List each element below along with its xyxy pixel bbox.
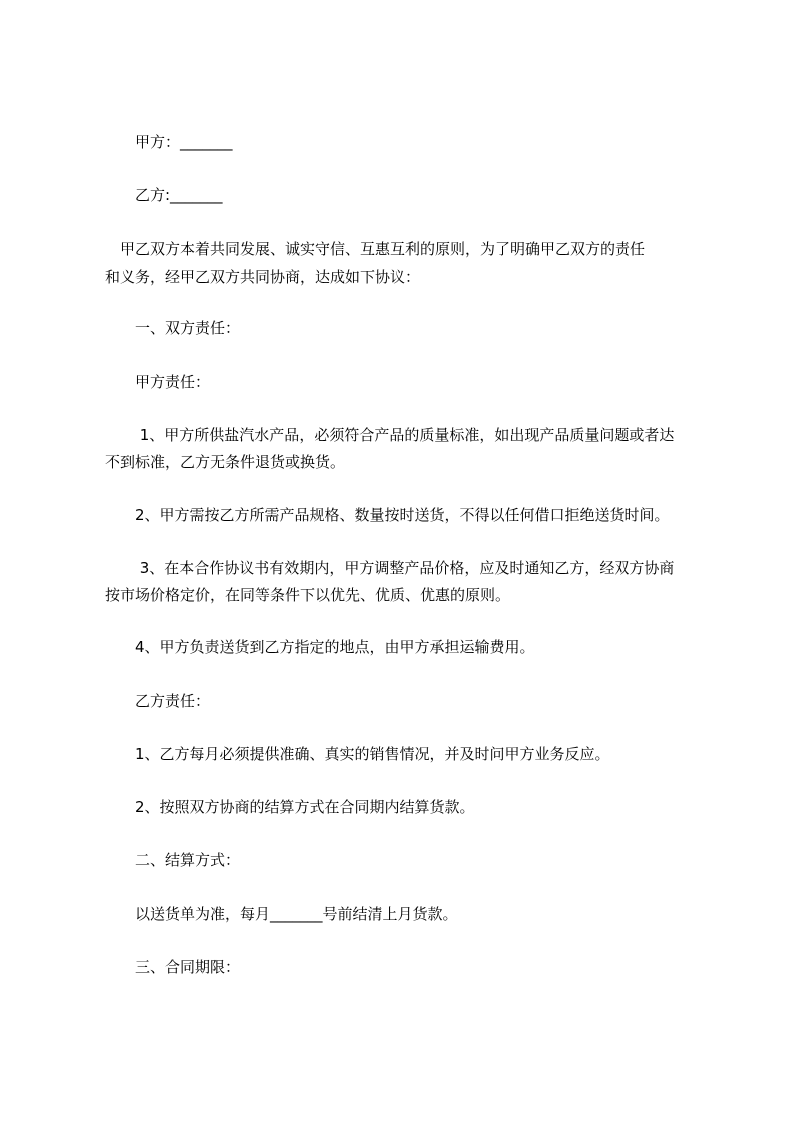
section-2-heading: 二、结算方式： <box>135 851 241 869</box>
party-a-duty-4: 4、甲方负责送货到乙方指定的地点，由甲方承担运输费用。 <box>135 638 535 656</box>
party-b-duties-heading: 乙方责任： <box>135 692 211 710</box>
section-1-heading: 一、双方责任： <box>135 319 241 337</box>
party-b-line: 乙方:_______ <box>135 186 223 204</box>
intro-line-1: 甲乙双方本着共同发展、诚实守信、互惠互利的原则，为了明确甲乙双方的责任 <box>105 240 646 258</box>
party-a-duty-3-line-2: 按市场价格定价，在同等条件下以优先、优质、优惠的原则。 <box>105 586 511 604</box>
party-a-duty-1-line-2: 不到标准，乙方无条件退货或换货。 <box>105 453 346 471</box>
party-b-duty-1: 1、乙方每月必须提供准确、真实的销售情况，并及时问甲方业务反应。 <box>135 745 610 763</box>
party-a-duty-3-line-1: 3、在本合作协议书有效期内，甲方调整产品价格，应及时通知乙方，经双方协商 <box>135 559 675 577</box>
party-a-duty-2: 2、甲方需按乙方所需产品规格、数量按时送货，不得以任何借口拒绝送货时间。 <box>135 506 670 524</box>
section-3-heading: 三、合同期限： <box>135 958 241 976</box>
party-a-duty-1-line-1: 1、甲方所供盐汽水产品，必须符合产品的质量标准，如出现产品质量问题或者达 <box>135 426 675 444</box>
party-a-duties-heading: 甲方责任： <box>135 373 211 391</box>
settlement-text: 以送货单为准，每月_______号前结清上月货款。 <box>135 905 458 923</box>
party-a-line: 甲方：_______ <box>135 133 233 151</box>
intro-line-2: 和义务，经甲乙双方共同协商，达成如下协议： <box>105 268 421 286</box>
party-b-duty-2: 2、按照双方协商的结算方式在合同期内结算货款。 <box>135 798 475 816</box>
